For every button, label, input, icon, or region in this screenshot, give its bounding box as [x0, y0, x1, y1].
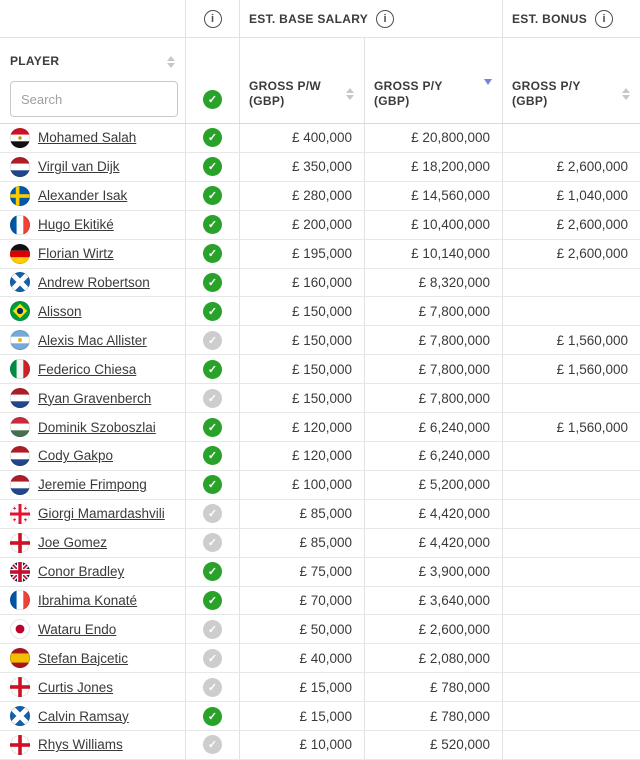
table-row	[0, 269, 640, 298]
gross-pw-value: £ 120,000	[240, 442, 365, 470]
table-row	[0, 615, 640, 644]
gross-py-value: £ 3,900,000	[365, 558, 503, 586]
verified-check-icon: ✓	[203, 128, 222, 147]
table-row	[0, 558, 640, 587]
bonus-py-value	[503, 587, 640, 615]
player-cell	[0, 442, 186, 470]
verified-check-icon: ✓	[203, 360, 222, 379]
verified-cell	[186, 384, 240, 412]
table-row	[0, 673, 640, 702]
bonus-py-value: £ 1,560,000	[556, 332, 628, 348]
flag-england-icon	[10, 533, 30, 553]
bonus-py-value	[503, 731, 640, 759]
flag-france-icon	[10, 590, 30, 610]
verified-check-icon: ✓	[203, 678, 222, 697]
verified-cell	[186, 297, 240, 325]
gross-py-value: £ 780,000	[365, 673, 503, 701]
player-cell	[0, 558, 186, 586]
bonus-py-value	[503, 615, 640, 643]
player-name-link[interactable]: Stefan Bajcetic	[38, 650, 129, 666]
verified-check-icon: ✓	[203, 735, 222, 754]
table-row	[0, 731, 640, 760]
gross-pw-value: £ 200,000	[240, 211, 365, 239]
bonus-py-value	[503, 297, 640, 325]
gross-pw-value: £ 150,000	[240, 326, 365, 354]
verified-cell	[186, 529, 240, 557]
player-cell	[0, 500, 186, 528]
player-cell	[0, 413, 186, 441]
gross-pw-sort-icon[interactable]	[344, 86, 356, 102]
group-header-verified	[186, 0, 240, 37]
table-row	[0, 297, 640, 326]
verified-check-icon: ✓	[203, 186, 222, 205]
flag-japan-icon	[10, 619, 30, 639]
gross-pw-value: £ 150,000	[240, 384, 365, 412]
gross-pw-column-label: GROSS P/W (GBP)	[249, 78, 322, 109]
player-name-link[interactable]: Alexander Isak	[38, 188, 128, 204]
player-name-link[interactable]: Jeremie Frimpong	[38, 477, 147, 493]
player-name-link[interactable]: Andrew Robertson	[38, 274, 150, 290]
verified-check-icon: ✓	[203, 215, 222, 234]
verified-cell	[186, 124, 240, 152]
player-name-link[interactable]: Dominik Szoboszlai	[38, 419, 156, 435]
gross-pw-value: £ 75,000	[240, 558, 365, 586]
player-name-link[interactable]: Giorgi Mamardashvili	[38, 506, 165, 522]
gross-py-value: £ 520,000	[365, 731, 503, 759]
gross-pw-value: £ 160,000	[240, 269, 365, 297]
verified-check-icon: ✓	[203, 418, 222, 437]
gross-pw-value: £ 100,000	[240, 471, 365, 499]
flag-france-icon	[10, 215, 30, 235]
verified-cell	[186, 702, 240, 730]
verified-cell	[186, 355, 240, 383]
bonus-py-value	[503, 558, 640, 586]
verified-cell	[186, 644, 240, 672]
gross-pw-value: £ 85,000	[240, 529, 365, 557]
bonus-py-value	[503, 442, 640, 470]
gross-py-value: £ 10,140,000	[365, 240, 503, 268]
verified-check-icon: ✓	[203, 302, 222, 321]
flag-united-kingdom-icon	[10, 562, 30, 582]
verified-check-icon: ✓	[203, 707, 222, 726]
bonus-group-label: EST. BONUS	[512, 11, 588, 26]
flag-netherlands-icon	[10, 475, 30, 495]
player-sort-icon[interactable]	[165, 54, 177, 70]
verified-info-icon[interactable]: i	[204, 10, 222, 28]
table-row	[0, 240, 640, 269]
gross-pw-value: £ 195,000	[240, 240, 365, 268]
verified-cell	[186, 413, 240, 441]
bonus-py-value: £ 2,600,000	[556, 246, 628, 262]
table-row	[0, 124, 640, 153]
bonus-py-value	[503, 644, 640, 672]
verified-check-icon: ✓	[203, 331, 222, 350]
gross-pw-column-header[interactable]	[240, 38, 365, 123]
player-name-link[interactable]: Curtis Jones	[38, 679, 114, 695]
player-cell	[0, 269, 186, 297]
bonus-py-value	[503, 124, 640, 152]
gross-pw-value: £ 15,000	[240, 702, 365, 730]
player-name-link[interactable]: Alisson	[38, 303, 82, 319]
gross-pw-value: £ 40,000	[240, 644, 365, 672]
flag-netherlands-icon	[10, 157, 30, 177]
table-row	[0, 644, 640, 673]
gross-pw-value: £ 400,000	[240, 124, 365, 152]
verified-cell	[186, 615, 240, 643]
gross-py-value: £ 8,320,000	[365, 269, 503, 297]
flag-egypt-icon	[10, 128, 30, 148]
gross-py-column-header[interactable]	[365, 38, 503, 123]
bonus-py-value: £ 2,600,000	[556, 217, 628, 233]
gross-py-value: £ 2,600,000	[365, 615, 503, 643]
player-cell	[0, 384, 186, 412]
player-name-link[interactable]: Federico Chiesa	[38, 361, 137, 377]
flag-italy-icon	[10, 359, 30, 379]
gross-py-value: £ 780,000	[365, 702, 503, 730]
bonus-py-value: £ 1,040,000	[556, 188, 628, 204]
player-column-header	[0, 38, 186, 123]
gross-py-value: £ 4,420,000	[365, 500, 503, 528]
verified-cell	[186, 153, 240, 181]
gross-py-sort-desc-icon[interactable]	[482, 83, 494, 105]
bonus-py-value	[503, 384, 640, 412]
player-table-body	[0, 124, 640, 760]
bonus-py-value: £ 1,560,000	[556, 419, 628, 435]
bonus-py-value: £ 1,560,000	[556, 361, 628, 377]
verified-check-icon: ✓	[203, 591, 222, 610]
bonus-py-value	[503, 529, 640, 557]
gross-py-value: £ 20,800,000	[365, 124, 503, 152]
gross-pw-value: £ 120,000	[240, 413, 365, 441]
gross-pw-value: £ 280,000	[240, 182, 365, 210]
gross-pw-value: £ 10,000	[240, 731, 365, 759]
flag-england-icon	[10, 735, 30, 755]
table-row	[0, 211, 640, 240]
gross-py-value: £ 18,200,000	[365, 153, 503, 181]
player-name-link[interactable]: Alexis Mac Allister	[38, 332, 147, 348]
gross-pw-value: £ 150,000	[240, 297, 365, 325]
verified-cell	[186, 558, 240, 586]
gross-py-column-label: GROSS P/Y (GBP)	[374, 78, 443, 109]
player-cell	[0, 240, 186, 268]
player-name-link[interactable]: Mohamed Salah	[38, 130, 137, 146]
flag-brazil-icon	[10, 301, 30, 321]
group-header-bonus	[503, 0, 640, 37]
player-name-link[interactable]: Calvin Ramsay	[38, 708, 129, 724]
bonus-py-column-header[interactable]	[503, 38, 640, 123]
verified-cell	[186, 240, 240, 268]
player-name-link[interactable]: Conor Bradley	[38, 564, 125, 580]
verified-check-icon: ✓	[203, 620, 222, 639]
verified-cell	[186, 269, 240, 297]
bonus-py-value	[503, 500, 640, 528]
flag-netherlands-icon	[10, 446, 30, 466]
gross-py-value: £ 14,560,000	[365, 182, 503, 210]
flag-georgia-icon	[10, 504, 30, 524]
bonus-py-value	[503, 471, 640, 499]
verified-cell	[186, 673, 240, 701]
flag-argentina-icon	[10, 330, 30, 350]
gross-pw-value: £ 85,000	[240, 500, 365, 528]
group-header-row	[0, 0, 640, 38]
gross-py-value: £ 10,400,000	[365, 211, 503, 239]
gross-pw-value: £ 350,000	[240, 153, 365, 181]
flag-hungary-icon	[10, 417, 30, 437]
gross-py-value: £ 2,080,000	[365, 644, 503, 672]
player-cell	[0, 702, 186, 730]
verified-cell	[186, 587, 240, 615]
table-row	[0, 702, 640, 731]
verified-check-icon: ✓	[203, 157, 222, 176]
player-name-link[interactable]: Florian Wirtz	[38, 246, 114, 262]
player-name-link[interactable]: Ibrahima Konaté	[38, 592, 138, 608]
player-cell	[0, 471, 186, 499]
verified-filter-check-icon[interactable]: ✓	[203, 90, 222, 109]
player-name-link[interactable]: Ryan Gravenberch	[38, 390, 152, 406]
player-cell	[0, 529, 186, 557]
player-search-input[interactable]	[10, 81, 178, 117]
bonus-info-icon[interactable]: i	[595, 10, 613, 28]
column-header-row	[0, 38, 640, 124]
player-name-link[interactable]: Virgil van Dijk	[38, 159, 120, 175]
player-name-link[interactable]: Rhys Williams	[38, 737, 123, 753]
player-name-link[interactable]: Wataru Endo	[38, 621, 117, 637]
gross-py-value: £ 7,800,000	[365, 384, 503, 412]
table-row	[0, 384, 640, 413]
player-cell	[0, 731, 186, 759]
gross-pw-value: £ 150,000	[240, 355, 365, 383]
player-cell	[0, 153, 186, 181]
verified-cell	[186, 471, 240, 499]
verified-cell	[186, 442, 240, 470]
gross-py-value: £ 7,800,000	[365, 355, 503, 383]
verified-cell	[186, 211, 240, 239]
player-cell	[0, 297, 186, 325]
gross-py-value: £ 3,640,000	[365, 587, 503, 615]
table-row	[0, 413, 640, 442]
gross-pw-value: £ 15,000	[240, 673, 365, 701]
group-header-base-salary	[240, 0, 503, 37]
table-row	[0, 529, 640, 558]
bonus-py-value	[503, 269, 640, 297]
gross-pw-value: £ 70,000	[240, 587, 365, 615]
player-name-link[interactable]: Joe Gomez	[38, 535, 108, 551]
player-name-link[interactable]: Cody Gakpo	[38, 448, 114, 464]
player-cell	[0, 326, 186, 354]
table-row	[0, 587, 640, 616]
player-cell	[0, 673, 186, 701]
bonus-py-sort-icon[interactable]	[620, 86, 632, 102]
table-row	[0, 442, 640, 471]
player-column-label: PLAYER	[10, 54, 60, 69]
flag-netherlands-icon	[10, 388, 30, 408]
verified-check-icon: ✓	[203, 562, 222, 581]
verified-cell	[186, 326, 240, 354]
flag-scotland-icon	[10, 706, 30, 726]
gross-py-value: £ 6,240,000	[365, 413, 503, 441]
flag-england-icon	[10, 677, 30, 697]
verified-check-icon: ✓	[203, 273, 222, 292]
table-row	[0, 326, 640, 355]
gross-py-value: £ 5,200,000	[365, 471, 503, 499]
verified-check-icon: ✓	[203, 649, 222, 668]
flag-sweden-icon	[10, 186, 30, 206]
group-header-player-spacer	[0, 0, 186, 37]
verified-check-icon: ✓	[203, 533, 222, 552]
gross-py-value: £ 7,800,000	[365, 297, 503, 325]
gross-py-value: £ 4,420,000	[365, 529, 503, 557]
verified-check-icon: ✓	[203, 504, 222, 523]
player-cell	[0, 211, 186, 239]
player-cell	[0, 615, 186, 643]
player-cell	[0, 355, 186, 383]
player-cell	[0, 644, 186, 672]
base-salary-info-icon[interactable]: i	[376, 10, 394, 28]
verified-column-header	[186, 38, 240, 123]
player-cell	[0, 587, 186, 615]
flag-germany-icon	[10, 244, 30, 264]
gross-py-value: £ 7,800,000	[365, 326, 503, 354]
flag-scotland-icon	[10, 272, 30, 292]
player-cell	[0, 124, 186, 152]
verified-check-icon: ✓	[203, 389, 222, 408]
verified-check-icon: ✓	[203, 244, 222, 263]
player-name-link[interactable]: Hugo Ekitiké	[38, 217, 114, 233]
player-cell	[0, 182, 186, 210]
verified-check-icon: ✓	[203, 446, 222, 465]
verified-check-icon: ✓	[203, 475, 222, 494]
table-row	[0, 500, 640, 529]
bonus-py-value	[503, 673, 640, 701]
gross-pw-value: £ 50,000	[240, 615, 365, 643]
verified-cell	[186, 182, 240, 210]
table-row	[0, 153, 640, 182]
verified-cell	[186, 731, 240, 759]
table-row	[0, 182, 640, 211]
bonus-py-value: £ 2,600,000	[556, 159, 628, 175]
bonus-py-value	[503, 702, 640, 730]
gross-py-value: £ 6,240,000	[365, 442, 503, 470]
verified-cell	[186, 500, 240, 528]
table-row	[0, 471, 640, 500]
bonus-py-column-label: GROSS P/Y (GBP)	[512, 78, 581, 109]
table-row	[0, 355, 640, 384]
flag-spain-icon	[10, 648, 30, 668]
base-salary-group-label: EST. BASE SALARY	[249, 11, 369, 26]
